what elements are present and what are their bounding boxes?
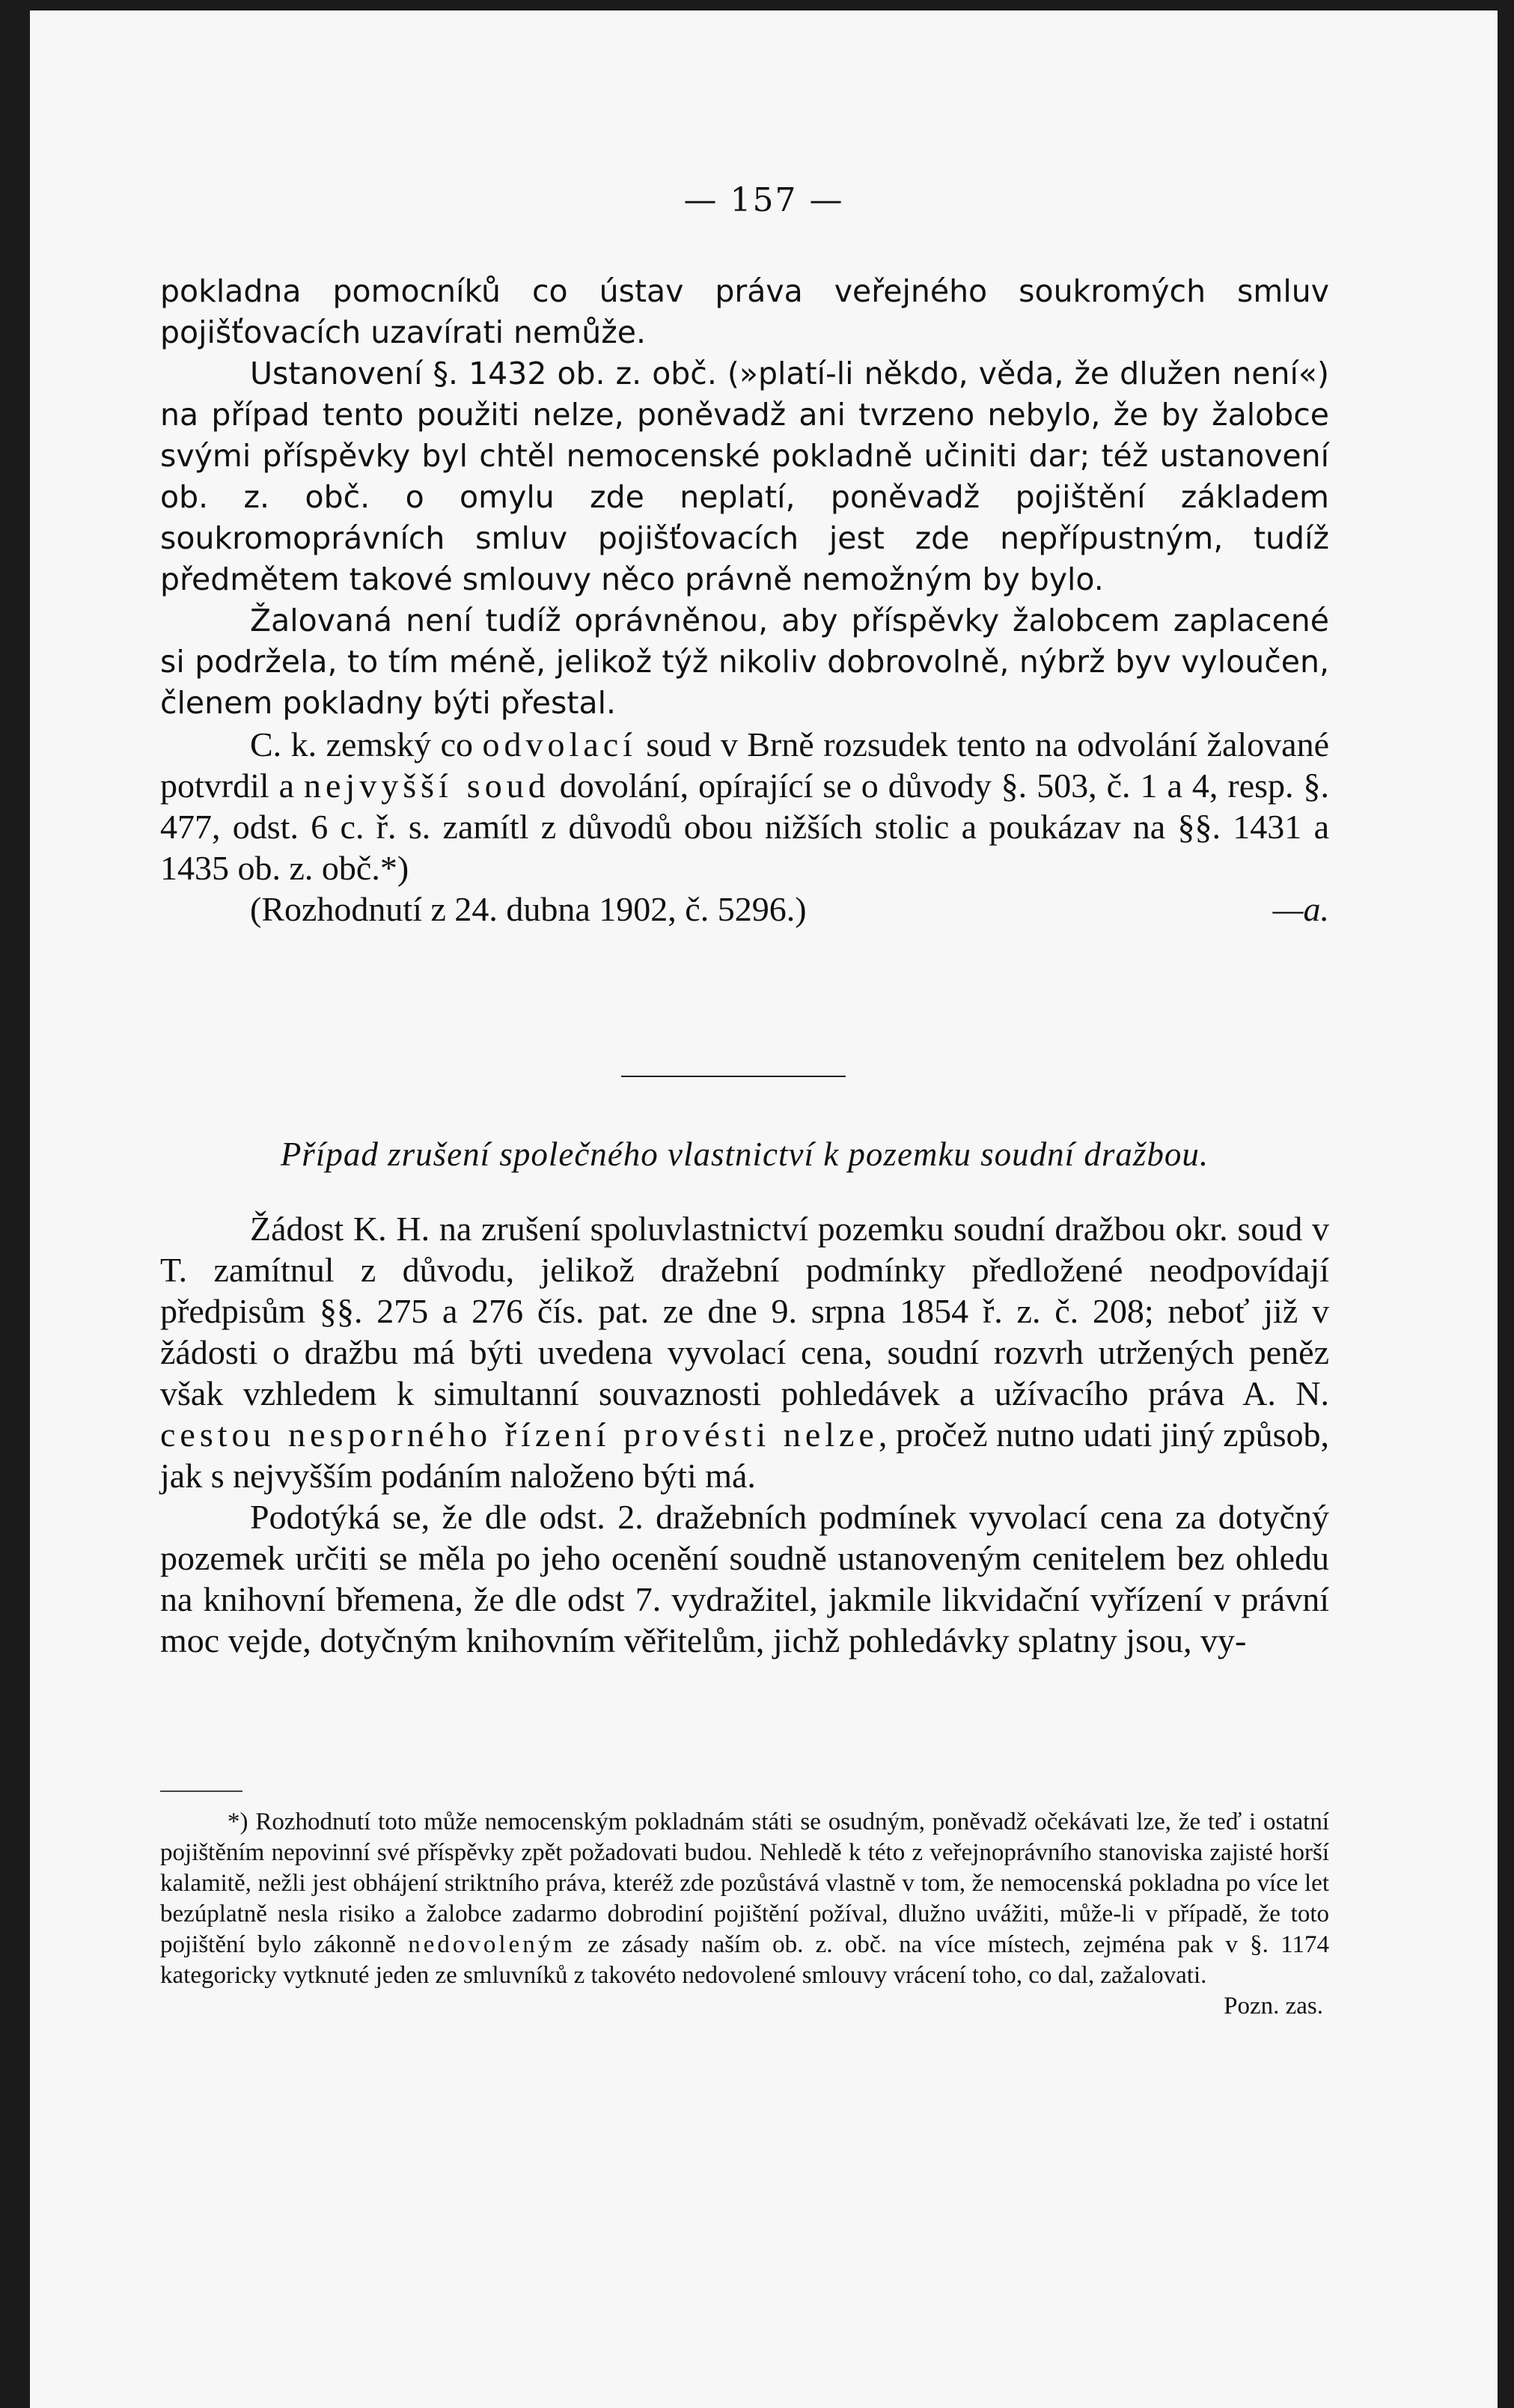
verdict-paragraph xyxy=(160,724,1329,888)
verdict-spaced-1: odvolací xyxy=(482,725,637,763)
scan-border-left xyxy=(0,0,30,2408)
top-section xyxy=(160,271,1329,930)
paragraph-2: Ustanovení §. 1432 ob. z. obč. (»platí-li někdo, věda, že dlužen není«) na případ tento použiti nelze, poněvadž ani tvrzeno nebylo, že by žalobce svými příspěvky byl chtěl nemocenské pokladně učiniti dar; též ustanovení ob. z. obč. o omylu zde neplatí, poněvadž pojištění základem soukromoprávních smluv pojišťovacích jest zde nepřípustným, tudíž předmětem takové smlouvy něco právně nemožným by bylo. xyxy=(160,356,1329,597)
book-page xyxy=(30,10,1498,2408)
paragraph-4-spaced: cestou nesporného řízení provésti nelze xyxy=(160,1415,879,1454)
paragraph-4-text-a: Žádost K. H. na zrušení spoluvlastnictví pozemku soudní dražbou okr. soud v T. zamítnul z důvodu, jelikož dražební podmínky předložené neodpovídají předpisům §§. 275 a 276 čís. pat. ze dne 9. srpna 1854 ř. z. č. 208; neboť již v žádosti o dražbu má býti uvedena vyvolací cena, soudní rozvrh utržených peněz však vzhledem k simultanní souvaznosti pohledávek a užívacího práva A. N. xyxy=(160,1210,1329,1412)
scan-border-top xyxy=(0,0,1514,10)
citation: (Rozhodnutí z 24. dubna 1902, č. 5296.) xyxy=(250,890,807,928)
section-divider xyxy=(621,1076,846,1077)
footnote xyxy=(160,1807,1329,2022)
paragraph-1: pokladna pomocníků co ústav práva veřejného soukromých smluv pojišťovacích uzavírati nemůže. xyxy=(160,273,1329,350)
footnote-rule xyxy=(160,1790,242,1792)
scan-border-right xyxy=(1498,0,1514,2408)
paragraph-3: Žalovaná není tudíž oprávněnou, aby příspěvky žalobcem zaplacené si podržela, to tím méně, jelikož týž nikoliv dobrovolně, nýbrž byv vyloučen, členem pokladny býti přestal. xyxy=(160,603,1329,721)
paragraph-4 xyxy=(160,1208,1329,1496)
footnote-text xyxy=(160,1807,1329,1991)
verdict-spaced-2: nejvyšší soud xyxy=(304,766,550,805)
section-heading: Případ zrušení společného vlastnictví k pozemku soudní dražbou. xyxy=(280,1136,1209,1173)
footnote-signature: Pozn. zas. xyxy=(1224,1993,1323,2020)
page-number: — 157 — xyxy=(683,181,844,219)
footnote-spaced: nedovoleným xyxy=(408,1931,576,1958)
footnote-text-a: *) Rozhodnutí toto může nemocenským pokladnám státi se osudným, poněvadž očekávati lze, že teď i ostatní pojištěním nepovinní své příspěvky zpět požadovati budou. Nehledě k této z veřejnoprávního stanoviska zajisté horší kalamitě, nežli jest obhájení striktního práva, kteréž zde pozůstává vlastně v tom, že nemocenská pokladna po více let bezúplatně nesla risiko a žalobce zadarmo dobrodiní pojištění požíval, dlužno uvážiti, může-li v případě, že toto pojištění bylo zákonně xyxy=(160,1808,1329,1958)
citation-line xyxy=(160,888,1329,930)
verdict-text-a: C. k. zemský co xyxy=(250,725,483,763)
verdict-text-b: soud v Brně rozsudek tento na odvolání žalované potvrdil a xyxy=(160,725,1329,805)
footnote-text-b: ze zásady naším ob. z. obč. na více místech, zejména pak v §. 1174 kategoricky vytknuté jeden ze smluvníků z takovéto nedovolené smlouvy vrácení toho, co dal, zažalovati. xyxy=(160,1931,1329,1989)
verdict-text-c: dovolání, opírající se o důvody §. 503, č. 1 a 4, resp. §. 477, odst. 6 c. ř. s. zamítl z důvodů obou nižších stolic a poukázav na §§. 1431 a 1435 ob. z. obč.*) xyxy=(160,766,1330,887)
signature-mark: —a. xyxy=(1272,890,1329,928)
paragraph-5: Podotýká se, že dle odst. 2. dražebních podmínek vyvolací cena za dotyčný pozemek určiti se měla po jeho ocenění soudně ustanoveným cenitelem bez ohledu na knihovní břemena, že dle odst 7. vydražitel, jakmile likvidační vyřízení v právní moc vejde, dotyčným knihovním věřitelům, jichž pohledávky splatny jsou, vy- xyxy=(160,1498,1329,1659)
paragraph-4-text-b: , pročež nutno udati jiný způsob, jak s nejvyšším podáním naloženo býti má. xyxy=(160,1415,1329,1495)
second-section xyxy=(160,1208,1329,1661)
